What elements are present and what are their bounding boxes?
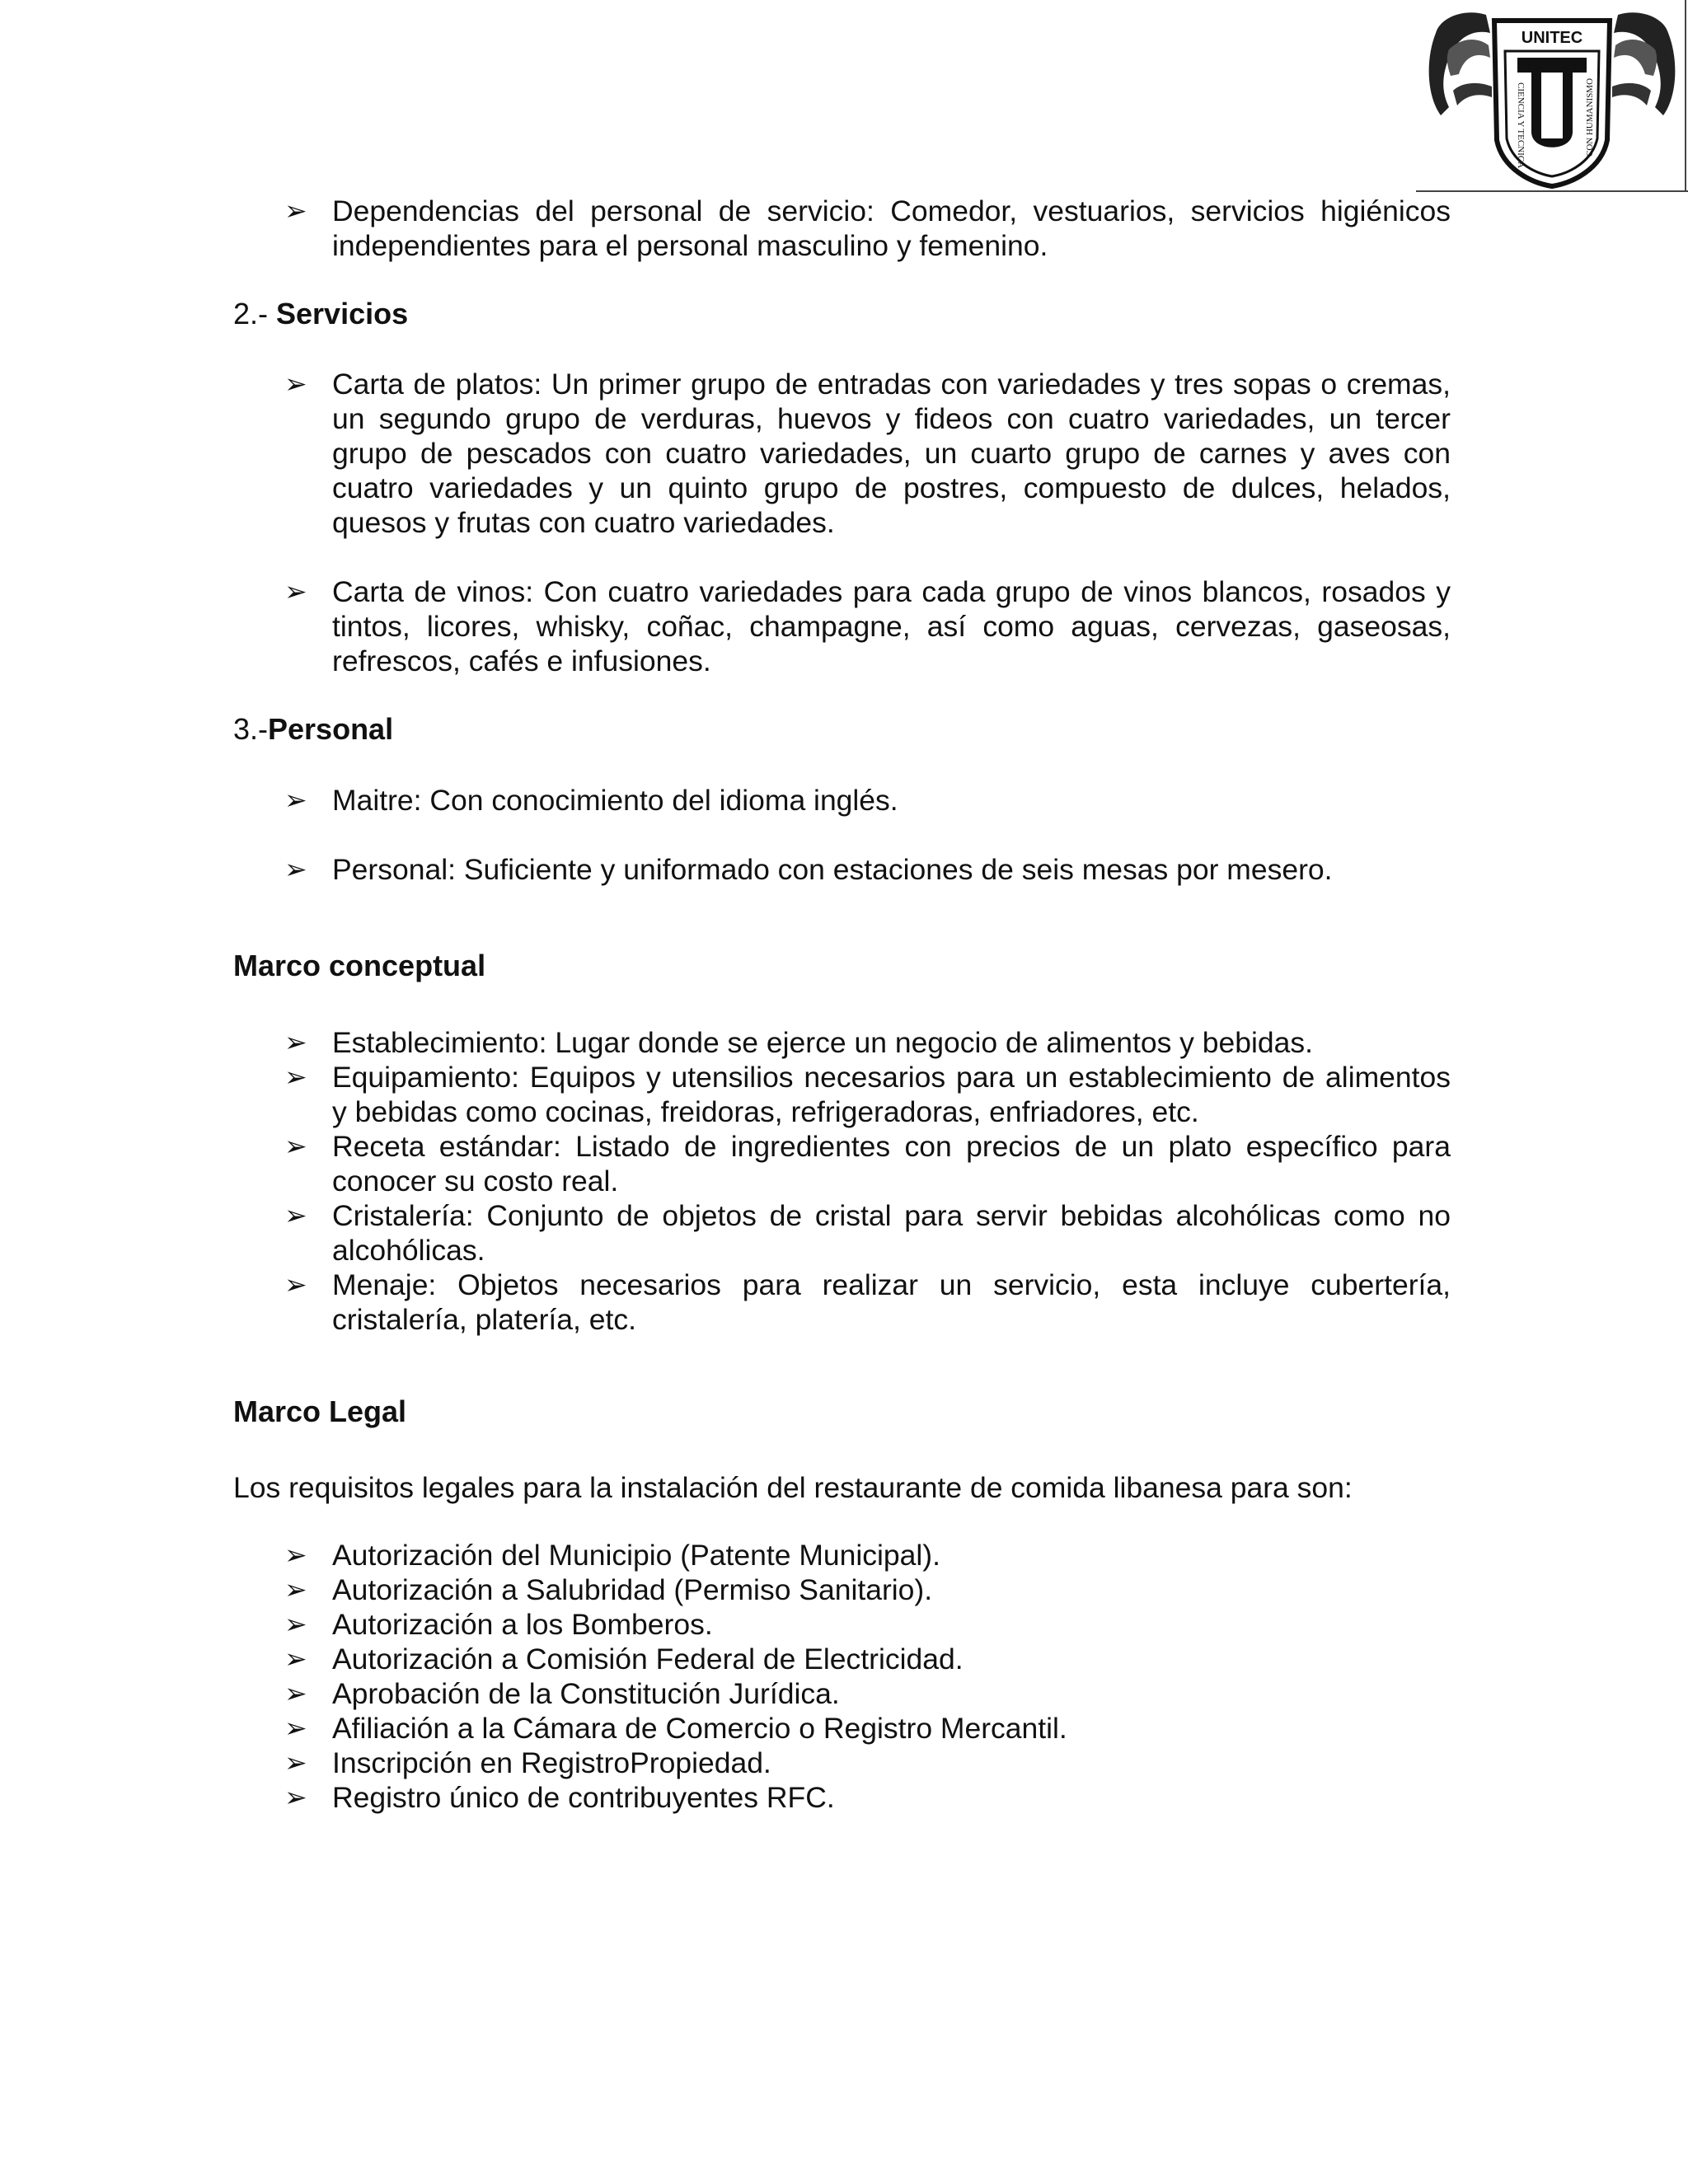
bullet-arrow-icon: ➢: [284, 1131, 307, 1161]
bullet-arrow-icon: ➢: [284, 1540, 307, 1570]
list-item: Cristalería: Conjunto de objetos de cristal para servir bebidas alcohólicas como no alcohólicas.: [332, 1199, 1451, 1267]
bullet-arrow-icon: ➢: [284, 1713, 307, 1743]
unitec-logo: [1416, 0, 1688, 198]
bullet-arrow-icon: ➢: [284, 1269, 307, 1300]
list-item: Maitre: Con conocimiento del idioma inglés.: [332, 784, 898, 817]
bullet-arrow-icon: ➢: [284, 785, 307, 815]
bullet-arrow-icon: ➢: [284, 1062, 307, 1092]
logo-left-motto: CIENCIA Y TECNICA: [1516, 82, 1526, 169]
section-heading-marco-conceptual: Marco conceptual: [233, 949, 486, 982]
section-title: Personal: [268, 712, 394, 746]
list-item: Autorización del Municipio (Patente Municipal).: [332, 1539, 940, 1572]
list-item: Menaje: Objetos necesarios para realizar un servicio, esta incluye cubertería, cristalería, platería, etc.: [332, 1268, 1451, 1336]
list-item: Aprobación de la Constitución Jurídica.: [332, 1677, 840, 1710]
section-heading-marco-legal: Marco Legal: [233, 1394, 407, 1428]
list-item: Equipamiento: Equipos y utensilios necesarios para un establecimiento de alimentos y bebidas como cocinas, freidoras, refrigeradoras, enfriadores, etc.: [332, 1061, 1451, 1128]
bullet-arrow-icon: ➢: [284, 1643, 307, 1674]
section-heading-personal: [233, 712, 393, 747]
bullet-arrow-icon: ➢: [284, 1678, 307, 1708]
bullet-arrow-icon: ➢: [284, 854, 307, 884]
list-item: Personal: Suficiente y uniformado con estaciones de seis mesas por mesero.: [332, 853, 1333, 886]
list-item: Inscripción en RegistroPropiedad.: [332, 1746, 771, 1779]
dependencias-paragraph: Dependencias del personal de servicio: Comedor, vestuarios, servicios higiénicos independientes para el personal masculino y femenino.: [332, 194, 1451, 262]
list-item: Carta de vinos: Con cuatro variedades para cada grupo de vinos blancos, rosados y tintos, licores, whisky, coñac, champagne, así como aguas, cervezas, gaseosas, refrescos, cafés e infusiones.: [332, 575, 1451, 677]
logo-brand-text: UNITEC: [1521, 29, 1583, 47]
list-item: Receta estándar: Listado de ingredientes con precios de un plato específico para conocer su costo real.: [332, 1130, 1451, 1197]
section-title: Servicios: [276, 297, 409, 330]
list-item: Registro único de contribuyentes RFC.: [332, 1781, 835, 1814]
list-item: Autorización a Comisión Federal de Electricidad.: [332, 1643, 964, 1675]
bullet-arrow-icon: ➢: [284, 1200, 307, 1230]
bullet-arrow-icon: ➢: [284, 195, 307, 226]
list-item: Carta de platos: Un primer grupo de entradas con variedades y tres sopas o cremas, un segundo grupo de verduras, huevos y fideos con cuatro variedades, un tercer grupo de pescados con cuatro variedades, un cuarto grupo de carnes y aves con cuatro variedades y un quinto grupo de postres, compuesto de dulces, helados, quesos y frutas con cuatro variedades.: [332, 368, 1451, 539]
list-item: Autorización a Salubridad (Permiso Sanitario).: [332, 1573, 933, 1606]
list-item: Afiliación a la Cámara de Comercio o Registro Mercantil.: [332, 1712, 1067, 1745]
bullet-arrow-icon: ➢: [284, 1574, 307, 1605]
bullet-arrow-icon: ➢: [284, 1027, 307, 1057]
bullet-arrow-icon: ➢: [284, 1782, 307, 1812]
section-number: 2.-: [233, 297, 277, 330]
bullet-arrow-icon: ➢: [284, 576, 307, 607]
logo-right-motto: CON HUMANISMO: [1585, 77, 1595, 157]
section-number: 3.-: [233, 712, 269, 746]
bullet-arrow-icon: ➢: [284, 1609, 307, 1639]
section-heading-servicios: [233, 297, 408, 331]
bullet-arrow-icon: ➢: [284, 368, 307, 399]
marco-legal-intro: Los requisitos legales para la instalación del restaurante de comida libanesa para son:: [233, 1471, 1353, 1504]
bullet-arrow-icon: ➢: [284, 1747, 307, 1778]
list-item: Autorización a los Bomberos.: [332, 1608, 713, 1641]
list-item: Establecimiento: Lugar donde se ejerce un negocio de alimentos y bebidas.: [332, 1026, 1314, 1059]
unitec-logo-graphic: [1416, 0, 1688, 198]
